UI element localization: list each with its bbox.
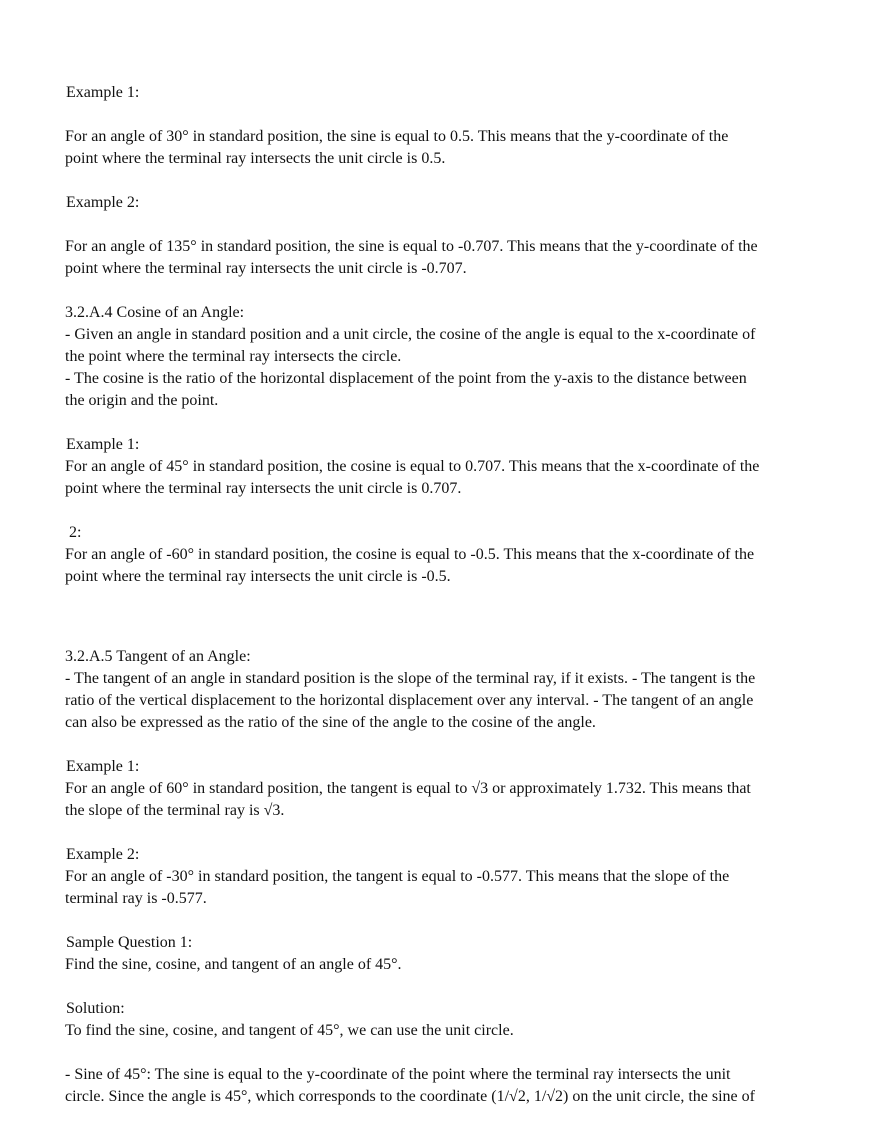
- paragraph: [65, 82, 855, 104]
- paragraph: [65, 932, 855, 976]
- paragraph: [65, 756, 855, 822]
- paragraph: [65, 236, 855, 280]
- text-line: Example 2:: [66, 194, 140, 211]
- text-line: For an angle of 45° in standard position, the cosine is equal to 0.707. This means that the x-coordinate of the: [65, 458, 760, 475]
- text-line: Solution:: [66, 1000, 125, 1017]
- text-line: point where the terminal ray intersects the unit circle is 0.5.: [65, 150, 446, 167]
- text-line: - The tangent of an angle in standard position is the slope of the terminal ray, if it exists. - The tangent is the: [65, 670, 756, 687]
- text-line: the slope of the terminal ray is √3.: [65, 802, 285, 819]
- text-line: - The cosine is the ratio of the horizontal displacement of the point from the y-axis to the distance between: [65, 370, 747, 387]
- text-line: circle. Since the angle is 45°, which corresponds to the coordinate (1/√2, 1/√2) on the unit circle, the sine of: [65, 1088, 755, 1105]
- paragraph: [65, 646, 855, 734]
- paragraph: [65, 302, 855, 412]
- text-line: point where the terminal ray intersects the unit circle is -0.5.: [65, 568, 451, 585]
- text-line: Example 2:: [66, 846, 140, 863]
- text-line: point where the terminal ray intersects the unit circle is 0.707.: [65, 480, 462, 497]
- paragraph: [65, 522, 855, 588]
- text-line: the point where the terminal ray intersects the circle.: [65, 348, 402, 365]
- text-line: For an angle of -60° in standard position, the cosine is equal to -0.5. This means that the x-coordinate of the: [65, 546, 755, 563]
- paragraph: [65, 434, 855, 500]
- text-line: For an angle of -30° in standard position, the tangent is equal to -0.577. This means that the slope of the: [65, 868, 730, 885]
- text-line: For an angle of 135° in standard position, the sine is equal to -0.707. This means that the y-coordinate of the: [65, 238, 758, 255]
- paragraph: [65, 1064, 855, 1108]
- text-line: can also be expressed as the ratio of the sine of the angle to the cosine of the angle.: [65, 714, 596, 731]
- text-line: Example 1:: [66, 436, 140, 453]
- text-line: 3.2.A.4 Cosine of an Angle:: [65, 304, 245, 321]
- text-line: the origin and the point.: [65, 392, 219, 409]
- text-line: - Sine of 45°: The sine is equal to the y-coordinate of the point where the terminal ray intersects the unit: [65, 1066, 731, 1083]
- paragraph: [65, 844, 855, 910]
- text-line: For an angle of 30° in standard position, the sine is equal to 0.5. This means that the y-coordinate of the: [65, 128, 729, 145]
- text-line: Example 1:: [66, 84, 140, 101]
- text-line: - Given an angle in standard position and a unit circle, the cosine of the angle is equal to the x-coordinate of: [65, 326, 756, 343]
- text-line: For an angle of 60° in standard position, the tangent is equal to √3 or approximately 1.732. This means that: [65, 780, 751, 797]
- text-line: To find the sine, cosine, and tangent of 45°, we can use the unit circle.: [65, 1022, 514, 1039]
- paragraph: [65, 998, 855, 1042]
- document-page: [65, 82, 855, 1130]
- paragraph: [65, 192, 855, 214]
- text-line: Find the sine, cosine, and tangent of an angle of 45°.: [65, 956, 402, 973]
- text-line: Sample Question 1:: [66, 934, 193, 951]
- text-line: Example 1:: [66, 758, 140, 775]
- text-line: terminal ray is -0.577.: [65, 890, 207, 907]
- text-line: 3.2.A.5 Tangent of an Angle:: [65, 648, 251, 665]
- text-line: ratio of the vertical displacement to the horizontal displacement over any interval. - The tangent of an angle: [65, 692, 754, 709]
- paragraph: [65, 126, 855, 170]
- text-line: point where the terminal ray intersects the unit circle is -0.707.: [65, 260, 467, 277]
- text-line: 2:: [65, 524, 82, 541]
